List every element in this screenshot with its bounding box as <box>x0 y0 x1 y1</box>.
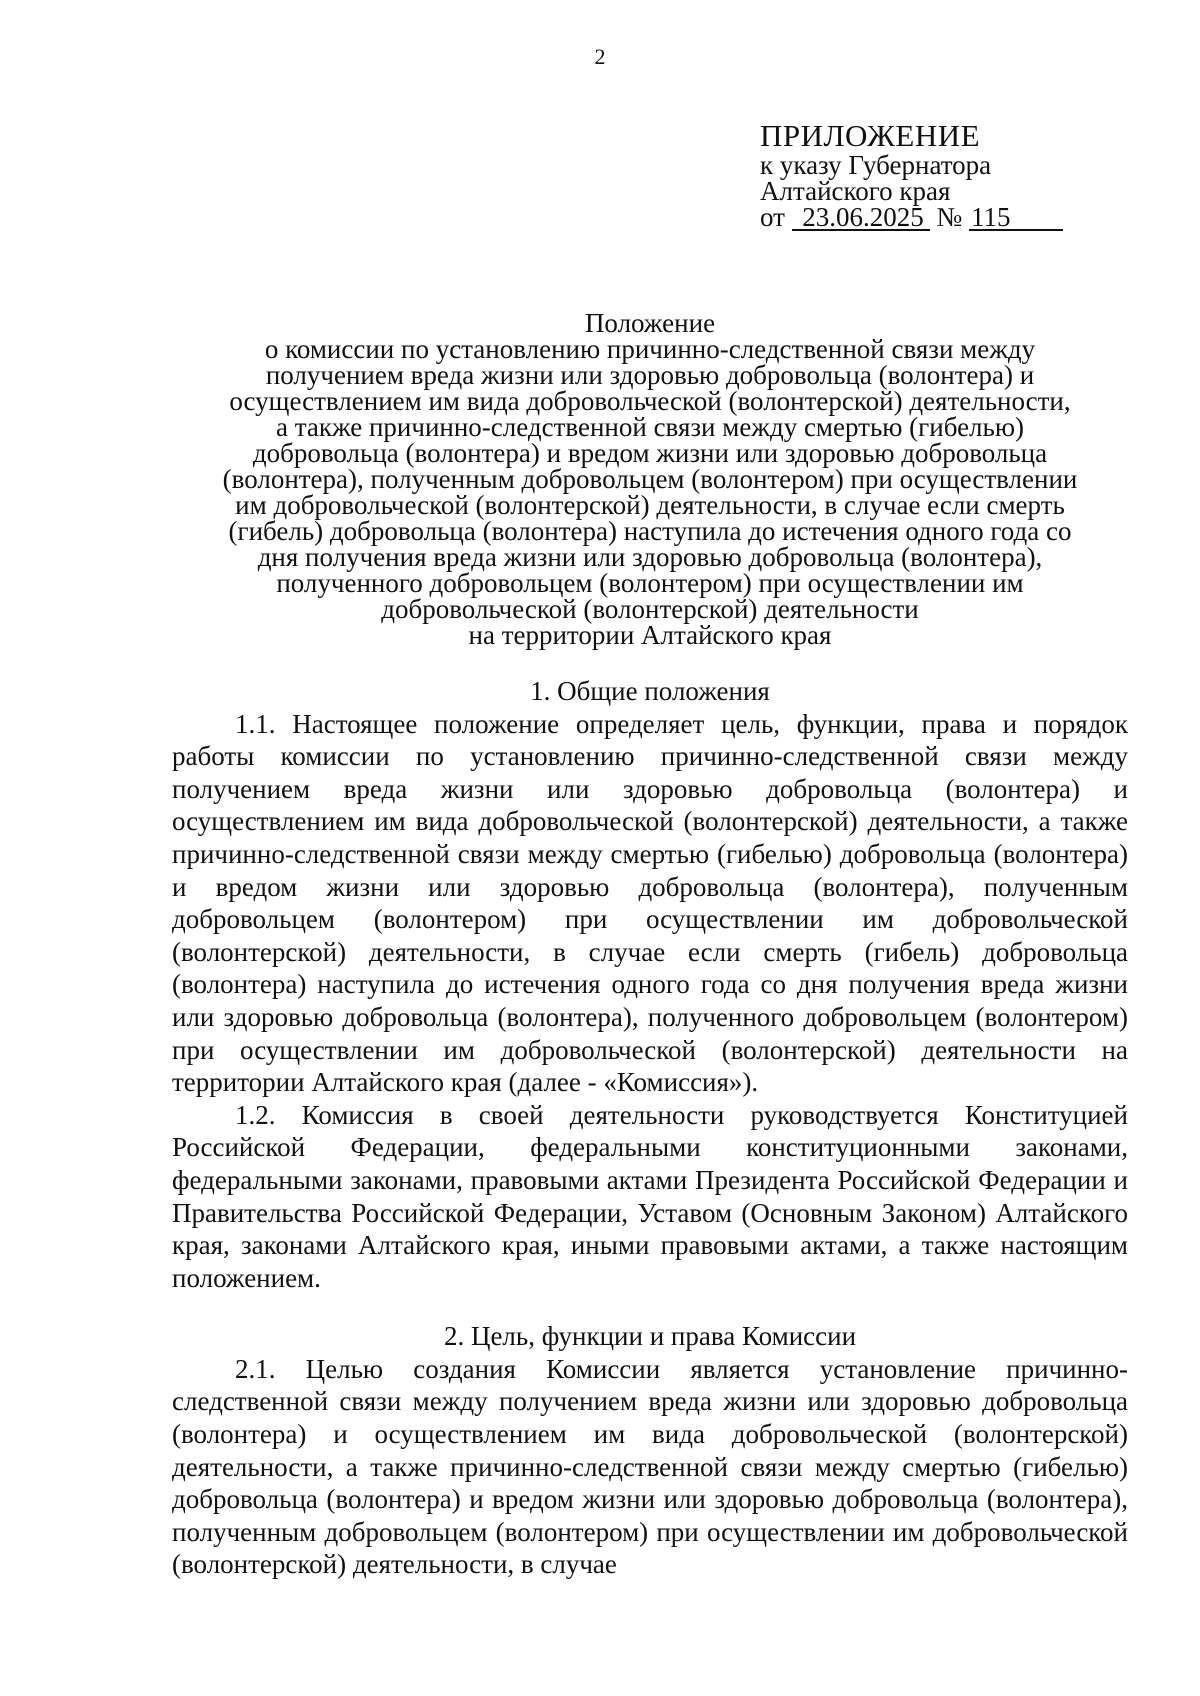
appendix-title: ПРИЛОЖЕНИЕ <box>760 118 981 153</box>
date-prefix: от <box>760 202 785 232</box>
title-line: о комиссии по установлению причинно-следственной связи между <box>264 334 1036 364</box>
decree-number: 115 <box>969 205 1063 231</box>
title-line: дня получения вреда жизни или здоровью добровольца (волонтера), <box>257 542 1043 572</box>
appendix-line-region: Алтайского края <box>760 176 951 206</box>
page-number: 2 <box>594 44 606 69</box>
title-line: на территории Алтайского края <box>468 620 832 650</box>
appendix-line-decree: к указу Губернатора <box>760 150 992 180</box>
title-line: получением вреда жизни или здоровью добровольца (волонтера) и <box>265 360 1035 390</box>
title-line: добровольца (волонтера) и вредом жизни или здоровью добровольца <box>252 438 1048 468</box>
title-line: (гибель) добровольца (волонтера) наступила до истечения одного года со <box>228 516 1072 546</box>
decree-date: 23.06.2025 <box>792 205 930 231</box>
paragraph-1-2: 1.2. Комиссия в своей деятельности руководствуется Конституцией Российской Федерации, федеральными конституционными законами, федеральными законами, правовыми актами Президента Российской Федерации и Правительства Российской Федерации, Уставом (Основным Законом) Алтайского края, законами Алтайского края, иными правовыми актами, а также настоящим положением. <box>172 1099 1128 1293</box>
title-line: а также причинно-следственной связи между смертью (гибелью) <box>275 412 1025 442</box>
title-line: Положение <box>584 308 716 338</box>
appendix-date-row <box>760 204 1140 231</box>
section-spacer <box>172 1294 1128 1320</box>
document-title <box>172 310 1128 648</box>
title-line: осуществлением им вида добровольческой (волонтерской) деятельности, <box>229 386 1071 416</box>
document-body <box>172 675 1128 1581</box>
title-line: добровольческой (волонтерской) деятельности <box>381 594 919 624</box>
appendix-block <box>760 120 1140 231</box>
section-heading-goals: 2. Цель, функции и права Комиссии <box>443 1321 857 1352</box>
paragraph-2-1: 2.1. Целью создания Комиссии является установление причинно-следственной связи между получением вреда жизни или здоровью добровольца (волонтера) и осуществлением им вида добровольческой (волонтерской) деятельности, а также причинно-следственной связи между смертью (гибелью) добровольца (волонтера) и вредом жизни или здоровью добровольца (волонтера), полученным добровольцем (волонтером) при осуществлении им добровольческой (волонтерской) деятельности, в случае <box>172 1353 1128 1580</box>
paragraph-1-1: 1.1. Настоящее положение определяет цель, функции, права и порядок работы комиссии по установлению причинно-следственной связи между получением вреда жизни или здоровью добровольца (волонтера) и осуществлением им вида добровольческой (волонтерской) деятельности, а также причинно-следственной связи между смертью (гибелью) добровольца (волонтера) и вредом жизни или здоровью добровольца (волонтера), полученным добровольцем (волонтером) при осуществлении им добровольческой (волонтерской) деятельности, в случае если смерть (гибель) добровольца (волонтера) наступила до истечения одного года со дня получения вреда жизни или здоровью добровольца (волонтера), полученного добровольцем (волонтером) при осуществлении им добровольческой (волонтерской) деятельности на территории Алтайского края (далее - «Комиссия»). <box>172 708 1128 1098</box>
title-line: полученного добровольцем (волонтером) при осуществлении им <box>276 568 1024 598</box>
title-line: (волонтера), полученным добровольцем (волонтером) при осуществлении <box>222 464 1078 494</box>
title-line: им добровольческой (волонтерской) деятельности, в случае если смерть <box>235 490 1065 520</box>
number-sign: № <box>936 202 963 232</box>
section-heading-general: 1. Общие положения <box>530 676 770 706</box>
